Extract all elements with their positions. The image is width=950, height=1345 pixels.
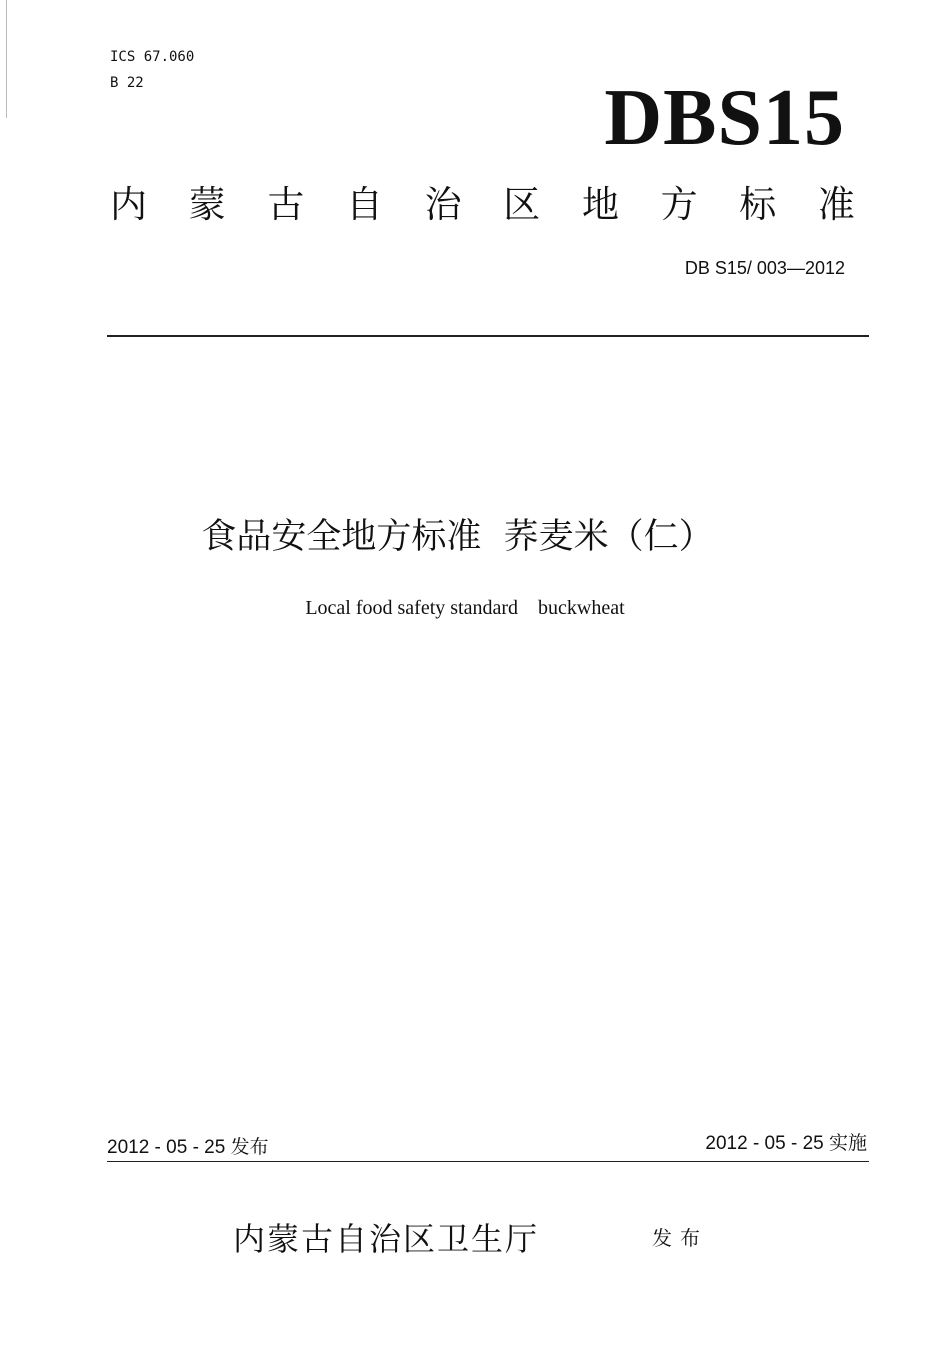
standard-category-char: 古 xyxy=(267,183,305,226)
ics-code: ICS 67.060 xyxy=(110,49,195,65)
standard-logo: DBS15 xyxy=(604,74,845,162)
title-chinese: 食品安全地方标准 荞麦米（仁） xyxy=(201,517,714,557)
standard-category-char: 自 xyxy=(345,183,383,226)
ccs-code: B 22 xyxy=(110,75,144,91)
publisher-name: 内蒙古自治区卫生厅 xyxy=(233,1220,540,1258)
standard-category-char: 地 xyxy=(581,183,619,226)
publish-label: 发布 xyxy=(652,1226,708,1250)
standard-category xyxy=(110,182,855,228)
standard-category-char: 区 xyxy=(503,183,541,226)
title-english: Local food safety standard buckwheat xyxy=(305,597,625,619)
standard-category-char: 准 xyxy=(817,183,855,226)
standard-number: DB S15/ 003—2012 xyxy=(684,258,845,278)
standard-category-char: 方 xyxy=(660,183,698,226)
standard-category-char: 标 xyxy=(739,183,777,226)
implementation-date: 2012 - 05 - 25 实施 xyxy=(705,1133,867,1154)
standard-category-char: 内 xyxy=(110,183,147,226)
standard-category-char: 治 xyxy=(424,183,462,226)
standard-category-char: 蒙 xyxy=(188,183,226,226)
footer-divider xyxy=(107,1161,869,1162)
header-divider xyxy=(107,335,869,337)
issue-date: 2012 - 05 - 25 发布 xyxy=(107,1137,269,1158)
scan-edge-line xyxy=(6,0,7,118)
